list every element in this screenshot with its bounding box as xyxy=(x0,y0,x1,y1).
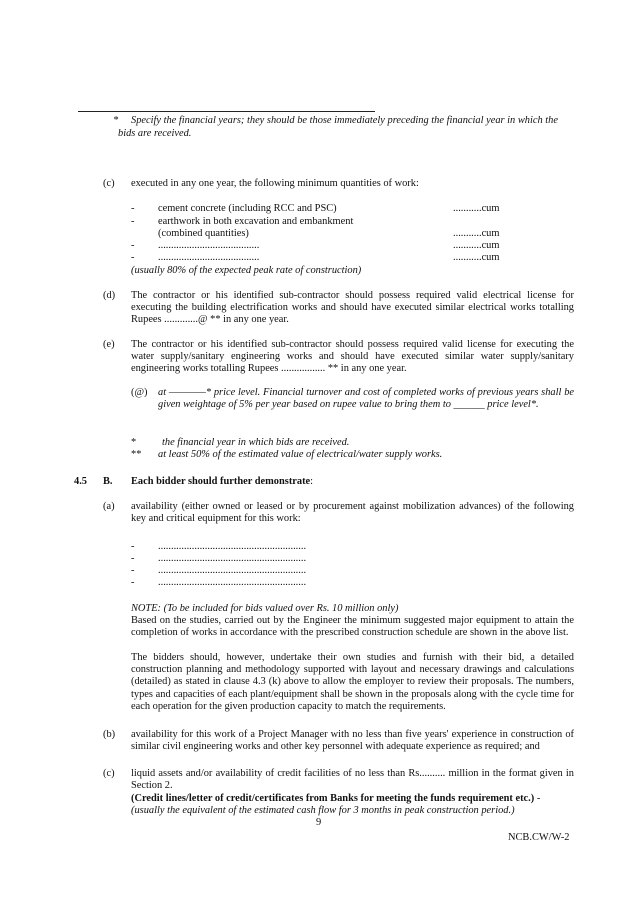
qty-value: ...........cum xyxy=(453,240,500,251)
item-e-label: (e) xyxy=(103,339,115,350)
qty-item: cement concrete (including RCC and PSC) xyxy=(158,203,337,214)
footnote-line-2: bids are received. xyxy=(118,128,192,139)
equipment-dash: - xyxy=(131,565,135,576)
item-c2-label: (c) xyxy=(103,768,115,779)
footnote-rule xyxy=(78,111,375,112)
item-c-text: executed in any one year, the following minimum quantities of work: xyxy=(131,178,419,189)
item-c-label: (c) xyxy=(103,178,115,189)
equipment-dash: - xyxy=(131,541,135,552)
note-heading: NOTE: (To be included for bids valued over Rs. 10 million only) xyxy=(131,603,399,614)
qty-dash: - xyxy=(131,216,135,227)
qty-dash: - xyxy=(131,252,135,263)
equipment-blank: ......................................................... xyxy=(158,541,307,552)
qty-dash: - xyxy=(131,203,135,214)
item-d-label: (d) xyxy=(103,290,116,301)
note-paragraph-1: Based on the studies, carried out by the Engineer the minimum suggested major equipment to attain the completion of works in accordance with the prescribed construction schedule are shown in the above list. xyxy=(131,615,574,639)
cash-flow-note: (usually the equivalent of the estimated cash flow for 3 months in peak construction period.) xyxy=(131,805,515,816)
item-b-label: (b) xyxy=(103,729,116,740)
star-note-text: the financial year in which bids are received. xyxy=(162,437,350,448)
star-note-mark: * xyxy=(131,437,137,448)
qty-value: ...........cum xyxy=(453,228,500,239)
qty-dash: - xyxy=(131,240,135,251)
equipment-dash: - xyxy=(131,577,135,588)
item-e-text: The contractor or his identified sub-contractor should possess required valid license for executing the water supply/sanitary engineering works and should have executed similar water supply/sanitary engineering works totalling Rupees ................. ** in any one year. xyxy=(131,339,574,375)
item-a-label: (a) xyxy=(103,501,115,512)
equipment-blank: ......................................................... xyxy=(158,553,307,564)
note-paragraph-2: The bidders should, however, undertake their own studies and furnish with their bid, a detailed construction planning and methodology supported with layout and necessary drawings and calculations (detailed) as stated in clause 4.3 (k) above to allow the employer to review their proposals. The numbers, types and capacities of each plant/equipment shall be shown in the proposals along with the cycle time for each operation for the given production capacity to match the requirements. xyxy=(131,652,574,712)
double-star-note-text: at least 50% of the estimated value of electrical/water supply works. xyxy=(158,449,443,460)
item-c-note: (usually 80% of the expected peak rate of construction) xyxy=(131,265,362,276)
item-d-text: The contractor or his identified sub-contractor should possess required valid electrical license for executing the building electrification works and should have executed similar electrical works totalling Rupees .............@ ** in any one year. xyxy=(131,290,574,326)
at-note-text: at ————* price level. Financial turnover and cost of completed works of previous years shall be given weightage of 5% per year based on rupee value to bring them to ______ price level*. xyxy=(158,387,574,411)
qty-item: (combined quantities) xyxy=(158,228,249,239)
equipment-dash: - xyxy=(131,553,135,564)
qty-item: ....................................... xyxy=(158,252,260,263)
at-note-label: (@) xyxy=(131,387,148,398)
item-a-text: availability (either owned or leased or by procurement against mobilization advances) of the following key and critical equipment for this work: xyxy=(131,501,574,525)
item-c2-text: liquid assets and/or availability of credit facilities of no less than Rs.......... million in the format given in Section 2. xyxy=(131,768,574,792)
equipment-blank: ......................................................... xyxy=(158,577,307,588)
section-sub: B. xyxy=(103,476,113,487)
footnote-line-1: Specify the financial years; they should be those immediately preceding the financial year in which the xyxy=(131,115,558,126)
qty-item: ....................................... xyxy=(158,240,260,251)
item-b-text: availability for this work of a Project Manager with no less than five years' experience in construction of similar civil engineering works and other key personnel with adequate experience as required; and xyxy=(131,729,574,753)
qty-value: ...........cum xyxy=(453,203,500,214)
equipment-blank: ......................................................... xyxy=(158,565,307,576)
qty-value: ...........cum xyxy=(453,252,500,263)
credit-lines-line: (Credit lines/letter of credit/certificates from Banks for meeting the funds requirement etc.) - xyxy=(131,793,541,804)
footnote-star: * xyxy=(113,115,119,126)
document-code: NCB.CW/W-2 xyxy=(508,832,570,843)
page-number: 9 xyxy=(316,817,322,828)
section-heading: Each bidder should further demonstrate: xyxy=(131,476,314,487)
double-star-note-mark: ** xyxy=(131,449,142,460)
qty-item: earthwork in both excavation and embankment xyxy=(158,216,354,227)
section-number: 4.5 xyxy=(74,476,87,487)
